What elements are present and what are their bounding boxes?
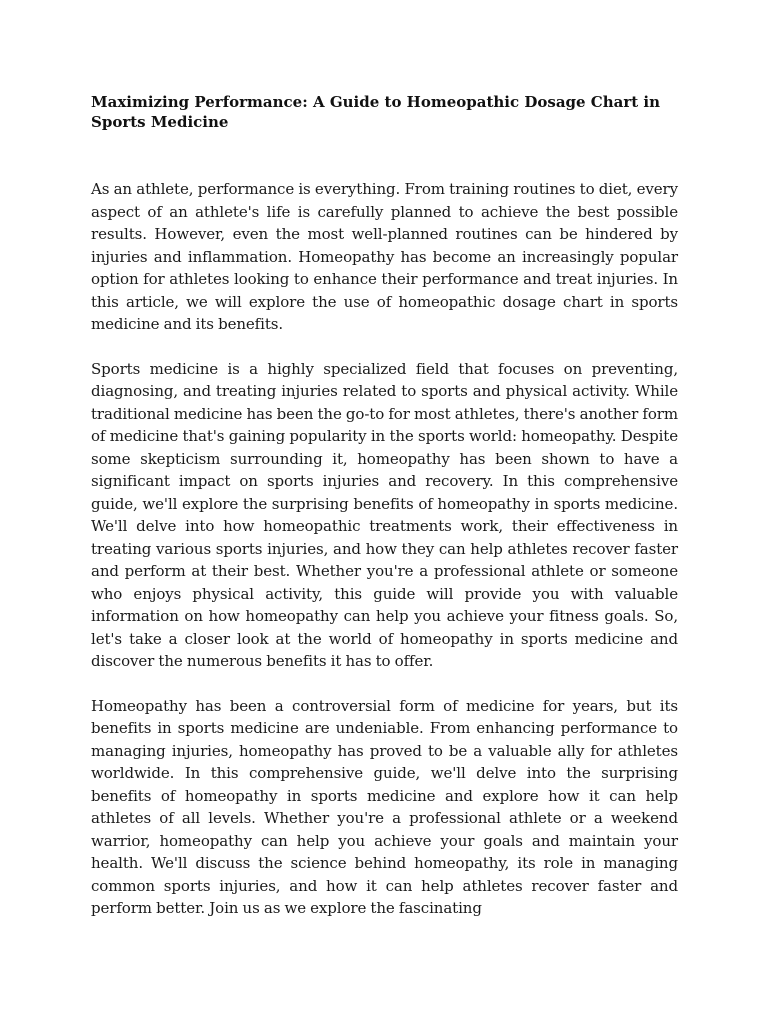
paragraph-intro: As an athlete, performance is everything. From training routines to diet, every aspect of an athlete's life is carefully planned to achieve the best possible results. However, even the most well-planned routines can be hindered by injuries and inflammation. Homeopathy has become an increasingly popular option for athletes looking to enhance their performance and treat injuries. In this article, we will explore the use of homeopathic dosage chart in sports medicine and its benefits.: [91, 180, 678, 333]
paragraph-homeopathy-benefits: Homeopathy has been a controversial form of medicine for years, but its benefits in sports medicine are undeniable. From enhancing performance to managing injuries, homeopathy has proved to be a valuable ally for athletes worldwide. In this comprehensive guide, we'll delve into the surprising benefits of homeopathy in sports medicine and explore how it can help athletes of all levels. Whether you're a professional athlete or a weekend warrior, homeopathy can help you achieve your goals and maintain your health. We'll discuss the science behind homeopathy, its role in managing common sports injuries, and how it can help athletes recover faster and perform better. Join us as we explore the fascinating: [91, 696, 678, 917]
document-title: Maximizing Performance: A Guide to Homeopathic Dosage Chart in Sports Medicine: [91, 93, 661, 131]
paragraph-sports-medicine: Sports medicine is a highly specialized field that focuses on preventing, diagnosing, and treating injuries related to sports and physical activity. While traditional medicine has been the go-to for most athletes, there's another form of medicine that's gaining popularity in the sports world: homeopathy. Despite some skepticism surrounding it, homeopathy has been shown to have a significant impact on sports injuries and recovery. In this comprehensive guide, we'll explore the surprising benefits of homeopathy in sports medicine. We'll delve into how homeopathic treatments work, their effectiveness in treating various sports injuries, and how they can help athletes recover faster and perform at their best. Whether you're a professional athlete or someone who enjoys physical activity, this guide will provide you with valuable information on how homeopathy can help you achieve your fitness goals. So, let's take a closer look at the world of homeopathy in sports medicine and discover the numerous benefits it has to offer.: [91, 359, 678, 670]
document-content: [91, 92, 678, 942]
